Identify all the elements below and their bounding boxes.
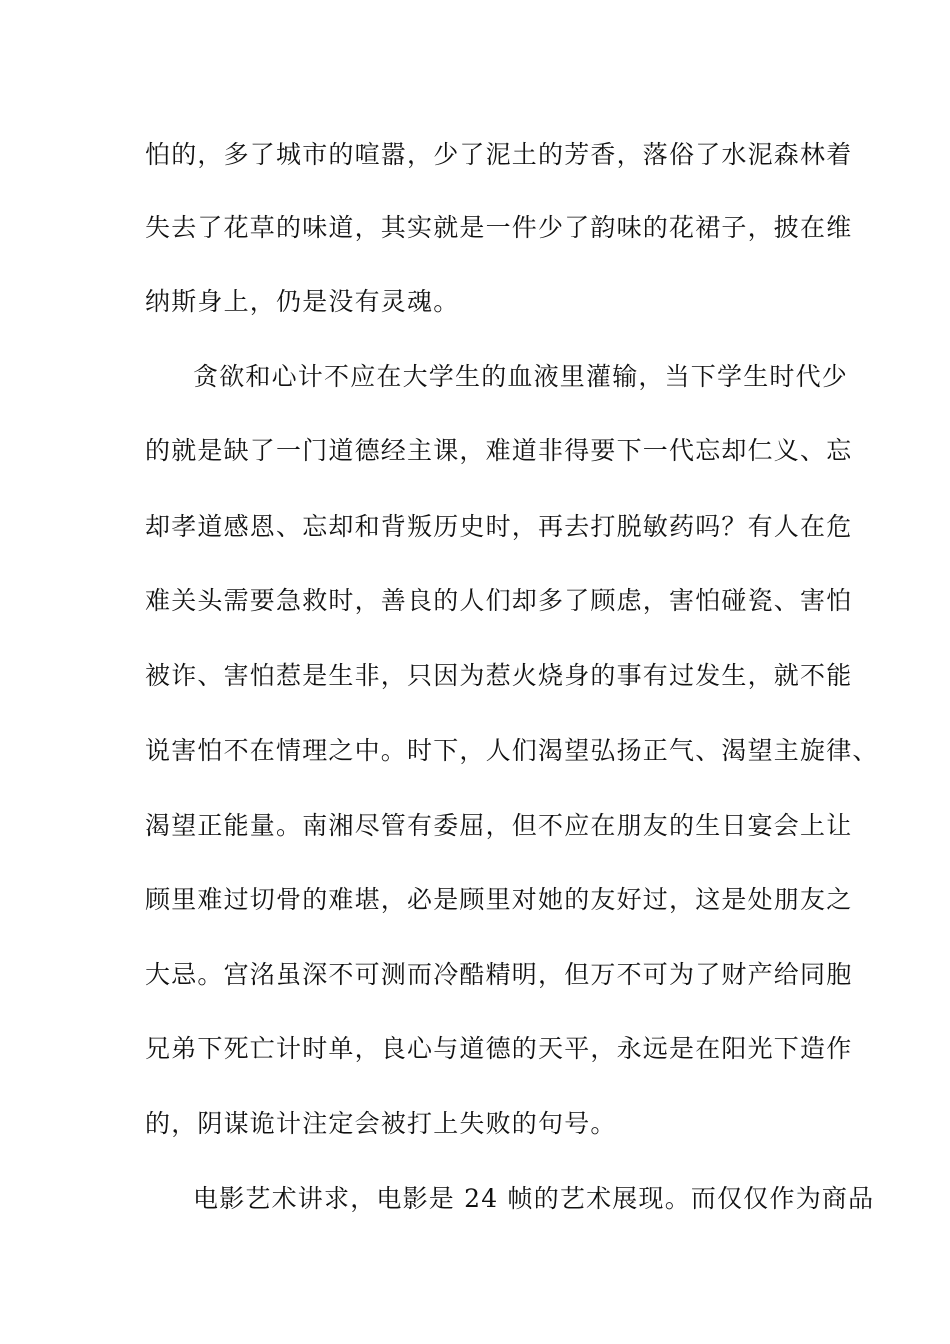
- text-line: 失去了花草的味道，其实就是一件少了韵味的花裙子，披在维: [145, 213, 853, 242]
- text-line: 的，阴谋诡计注定会被打上失败的句号。: [145, 1109, 617, 1138]
- text-line: 渴望正能量。南湘尽管有委屈，但不应在朋友的生日宴会上让: [145, 811, 853, 840]
- text-line: 电影艺术讲求，电影是 24 帧的艺术展现。而仅仅作为商品: [193, 1184, 875, 1213]
- text-line: 却孝道感恩、忘却和背叛历史时，再去打脱敏药吗？有人在危: [145, 512, 853, 541]
- text-line: 说害怕不在情理之中。时下，人们渴望弘扬正气、渴望主旋律、: [145, 736, 879, 765]
- text-line: 被诈、害怕惹是生非，只因为惹火烧身的事有过发生，就不能: [145, 661, 853, 690]
- text-line: 顾里难过切骨的难堪，必是顾里对她的友好过，这是处朋友之: [145, 885, 853, 914]
- text-line: 贪欲和心计不应在大学生的血液里灌输，当下学生时代少: [193, 362, 849, 391]
- text-line: 纳斯身上，仍是没有灵魂。: [145, 287, 460, 316]
- text-line: 的就是缺了一门道德经主课，难道非得要下一代忘却仁义、忘: [145, 436, 853, 465]
- text-line: 大忌。宫洺虽深不可测而冷酷精明，但万不可为了财产给同胞: [145, 960, 853, 989]
- text-line: 怕的，多了城市的喧嚣，少了泥土的芳香，落俗了水泥森林着: [145, 140, 853, 169]
- text-line: 兄弟下死亡计时单，良心与道德的天平，永远是在阳光下造作: [145, 1034, 853, 1063]
- text-line: 难关头需要急救时，善良的人们却多了顾虑，害怕碰瓷、害怕: [145, 586, 853, 615]
